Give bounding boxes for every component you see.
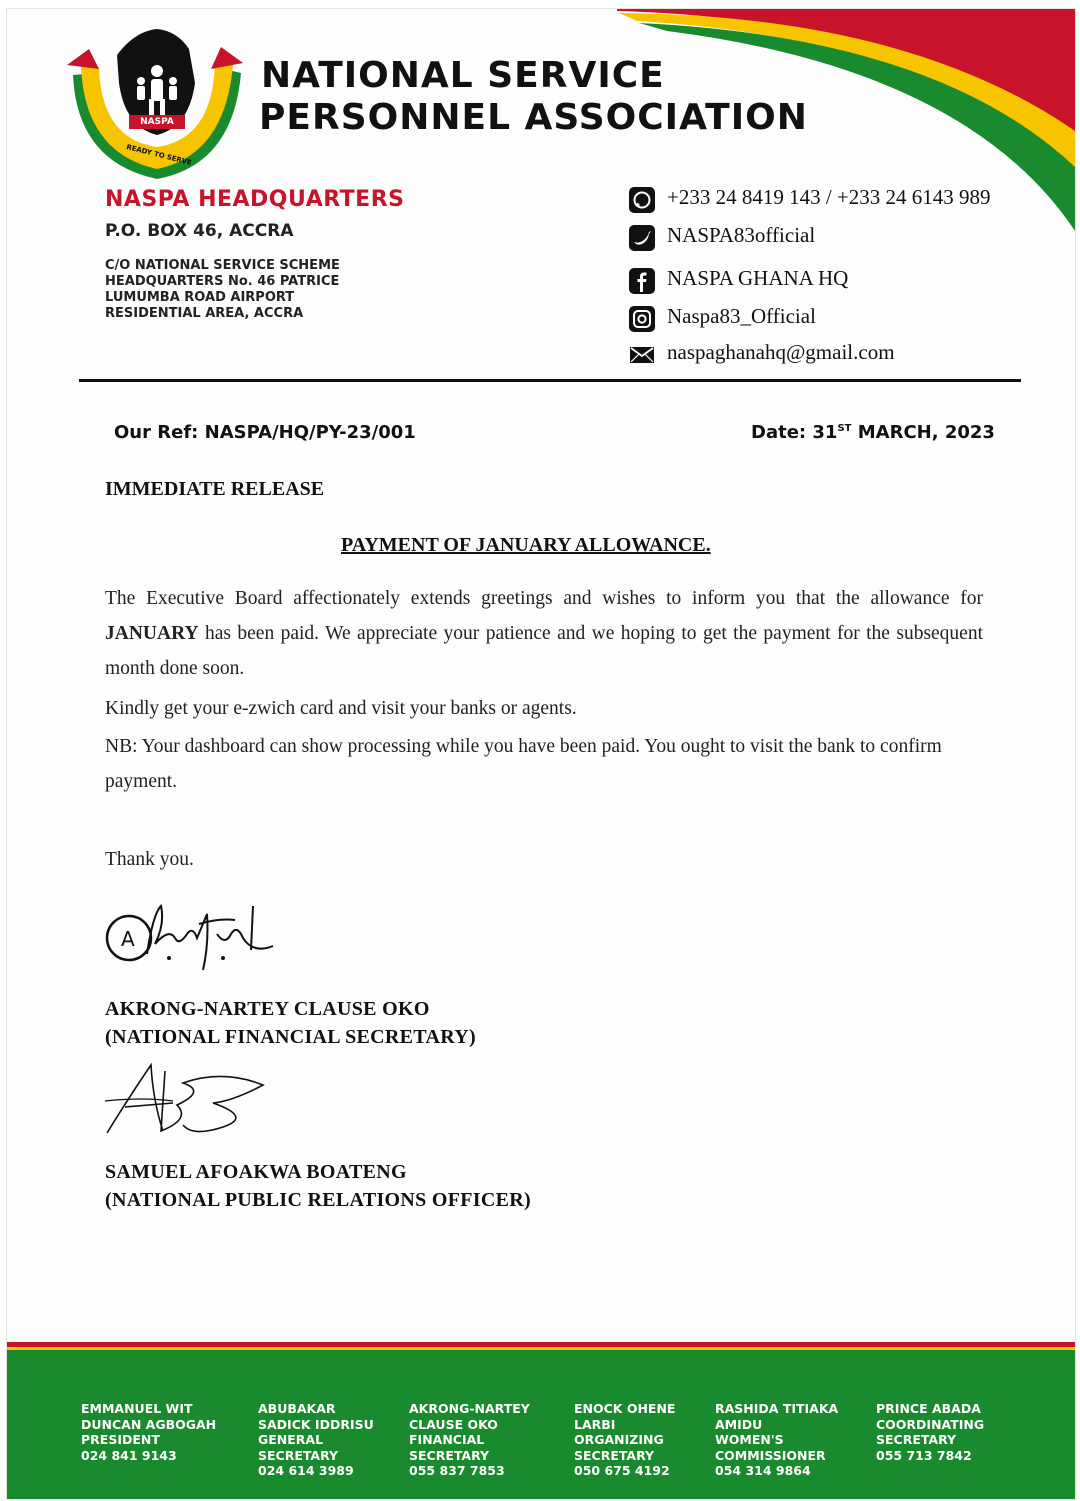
naspa-logo [65,27,245,187]
footer-line: AMIDU [715,1416,763,1432]
date-rest: MARCH, 2023 [857,422,995,443]
ref-value: NASPA/HQ/PY-23/001 [204,422,416,443]
footer-executive [574,1401,675,1479]
footer-line: AKRONG-NARTEY [409,1401,530,1416]
footer-line: EMMANUEL WIT [81,1401,193,1416]
footer-executive [409,1401,530,1479]
footer-executive [81,1401,216,1463]
date-label: Date: [751,422,807,443]
footer-line: SADICK IDDRISU [258,1416,374,1432]
hq-title: NASPA HEADQUARTERS [105,187,405,212]
signature-initial: A [121,927,135,951]
footer-line: SECRETARY [876,1432,957,1447]
signatory-2-name: SAMUEL AFOAKWA BOATENG [105,1161,407,1183]
mail-icon [629,342,655,368]
reference-line [114,422,416,443]
footer-executive [715,1401,838,1479]
body-paragraph-3: NB: Your dashboard can show processing while you have been paid. You ought to visit the bank to confirm payment. [105,736,942,792]
hq-address: C/O NATIONAL SERVICE SCHEME HEADQUARTERS No. 46 PATRICE LUMUMBA ROAD AIRPORT RESIDENTIAL AREA, ACCRA [105,258,340,321]
footer-executive [876,1401,984,1463]
contact-text: NASPA GHANA HQ [667,266,849,290]
date-line [751,422,995,443]
body-month-bold: JANUARY [105,623,199,644]
footer-executives [7,1350,1075,1499]
footer-line: PRESIDENT [81,1432,160,1447]
footer-line: ABUBAKAR [258,1401,336,1416]
contact-text: naspaghanahq@gmail.com [667,340,895,364]
contact-text: NASPA83official [667,223,816,247]
footer-line: WOMEN'S [715,1432,784,1447]
twitter-icon [629,225,655,251]
footer-line: SECRETARY [258,1447,339,1463]
footer-line: CLAUSE OKO [409,1416,498,1432]
footer-line: SECRETARY [409,1447,490,1463]
footer-line: FINANCIAL [409,1432,485,1447]
signature-1 [103,894,283,974]
instagram-icon [629,306,655,332]
body-text: has been paid. We appreciate your patience and we hoping to get the payment for the subsequent month done soon. [105,623,984,679]
contact-text: +233 24 8419 143 / +233 24 6143 989 [667,185,991,209]
footer-line: GENERAL [258,1432,324,1447]
signature-2 [103,1061,273,1141]
release-heading: IMMEDIATE RELEASE [105,478,325,500]
body-text: The Executive Board affectionately extends greetings and wishes to inform you that the allowance for [105,588,983,609]
logo-badge-text: NASPA [140,117,174,127]
whatsapp-icon [629,187,655,213]
contact-text: Naspa83_Official [667,304,816,328]
ref-label: Our Ref: [114,422,199,443]
footer-line: ORGANIZING [574,1432,664,1447]
footer-line: 054 314 9864 [715,1463,811,1478]
body-paragraph-2: Kindly get your e-zwich card and visit your banks or agents. [105,698,577,719]
contact-list [629,185,1069,375]
signatory-1-name: AKRONG-NARTEY CLAUSE OKO [105,998,430,1020]
signatory-1-title: (NATIONAL FINANCIAL SECRETARY) [105,1026,476,1048]
footer-line: 055 713 7842 [876,1447,972,1463]
date-day: 31 [812,422,838,443]
signatory-2-title: (NATIONAL PUBLIC RELATIONS OFFICER) [105,1189,531,1211]
footer-line: RASHIDA TITIAKA [715,1401,839,1416]
footer-line: DUNCAN AGBOGAH [81,1416,217,1432]
footer-line: COORDINATING [876,1416,985,1432]
footer-line: 050 675 4192 [574,1463,670,1478]
facebook-icon [629,268,655,294]
footer-line: 024 614 3989 [258,1463,354,1478]
footer-line: 055 837 7853 [409,1463,505,1478]
footer-line: 024 841 9143 [81,1447,177,1463]
footer-line: PRINCE ABADA [876,1401,981,1416]
org-name-line1: NATIONAL SERVICE [261,55,665,96]
footer-line: COMMISSIONER [715,1447,826,1463]
org-name-line2: PERSONNEL ASSOCIATION [259,97,808,138]
date-suffix: ST [837,423,852,434]
header-divider [79,379,1021,382]
letterhead-page [6,8,1076,1500]
footer-line: SECRETARY [574,1447,655,1463]
footer-line: ENOCK OHENE [574,1401,676,1416]
closing-text: Thank you. [105,849,194,870]
footer-line: LARBI [574,1416,616,1432]
body-paragraph-1 [105,581,983,686]
subject-heading: PAYMENT OF JANUARY ALLOWANCE. [341,534,711,556]
logo-motto: READY TO SERVE [125,143,193,167]
hq-pobox: P.O. BOX 46, ACCRA [105,221,294,241]
footer-executive [258,1401,374,1479]
